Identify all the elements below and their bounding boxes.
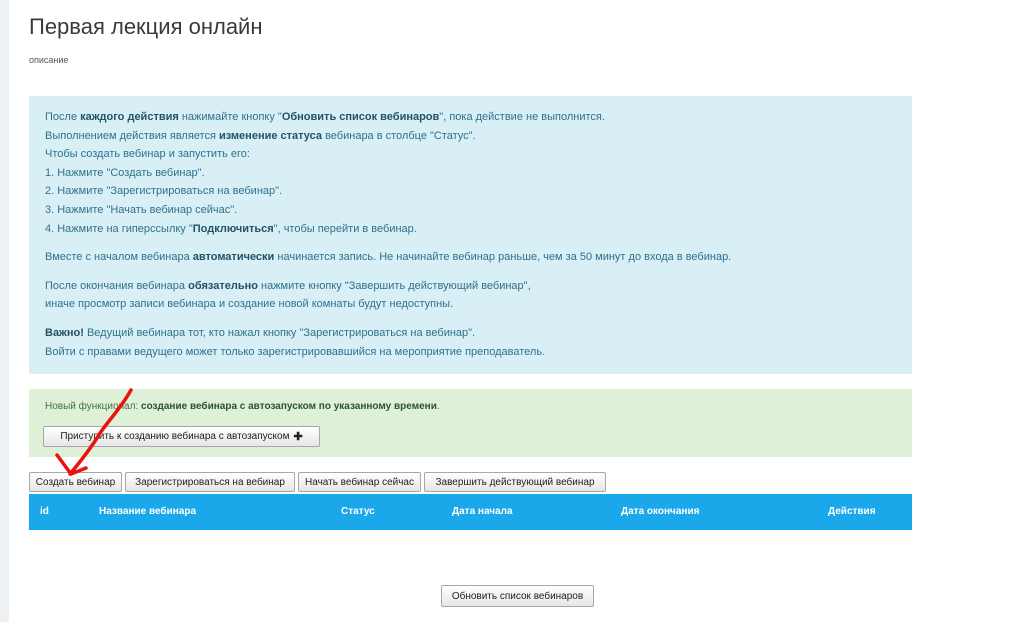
new-feature-text: Новый функционал: создание вебинара с автозапуском по указанному времени. [45, 401, 440, 412]
finish-webinar-button[interactable]: Завершить действующий вебинар [424, 472, 606, 492]
column-id[interactable]: id [40, 506, 49, 517]
column-webinar-name[interactable]: Название вебинара [99, 506, 197, 517]
info-line: Выполнением действия является изменение статуса вебинара в столбце "Статус". [45, 129, 476, 142]
autostart-webinar-button[interactable] [43, 426, 320, 447]
page-title: Первая лекция онлайн [29, 14, 263, 39]
start-webinar-button[interactable]: Начать вебинар сейчас [298, 472, 421, 492]
column-status[interactable]: Статус [341, 506, 375, 517]
important-note: Важно! Ведущий вебинара тот, кто нажал кнопку "Зарегистрироваться на вебинар". Войти с правами ведущего может только зарегистрировавшийся на мероприятие преподаватель. [45, 326, 546, 358]
register-webinar-button[interactable]: Зарегистрироваться на вебинар [125, 472, 295, 492]
step-4: 4. Нажмите на гиперссылку "Подключиться", чтобы перейти в вебинар. [45, 222, 417, 235]
page-subtitle: описание [29, 55, 69, 65]
plus-icon: ✚ [293, 431, 303, 443]
column-actions[interactable]: Действия [828, 506, 876, 517]
webinars-table-header [29, 494, 912, 530]
column-end-date[interactable]: Дата окончания [621, 506, 700, 517]
refresh-webinars-button[interactable]: Обновить список вебинаров [441, 585, 594, 607]
step-1: 1. Нажмите "Создать вебинар". [45, 166, 205, 179]
column-start-date[interactable]: Дата начала [452, 506, 513, 517]
info-line: Чтобы создать вебинар и запустить его: [45, 148, 250, 161]
step-3: 3. Нажмите "Начать вебинар сейчас". [45, 203, 238, 216]
autostart-webinar-label: Приступить к созданию вебинара с автозапуском [60, 431, 290, 442]
create-webinar-button[interactable]: Создать вебинар [29, 472, 122, 492]
recording-note: Вместе с началом вебинара автоматически начинается запись. Не начинайте вебинар раньше, чем за 50 минут до входа в вебинар. [45, 251, 732, 264]
left-border [0, 0, 9, 622]
info-line: После каждого действия нажимайте кнопку "Обновить список вебинаров", пока действие не выполнится. [45, 111, 605, 123]
instructions-panel [29, 96, 912, 374]
step-2: 2. Нажмите "Зарегистрироваться на вебинар". [45, 185, 283, 198]
finish-note: После окончания вебинара обязательно нажмите кнопку "Завершить действующий вебинар", иначе просмотр записи вебинара и создание новой комнаты будут недоступны. [45, 279, 531, 311]
